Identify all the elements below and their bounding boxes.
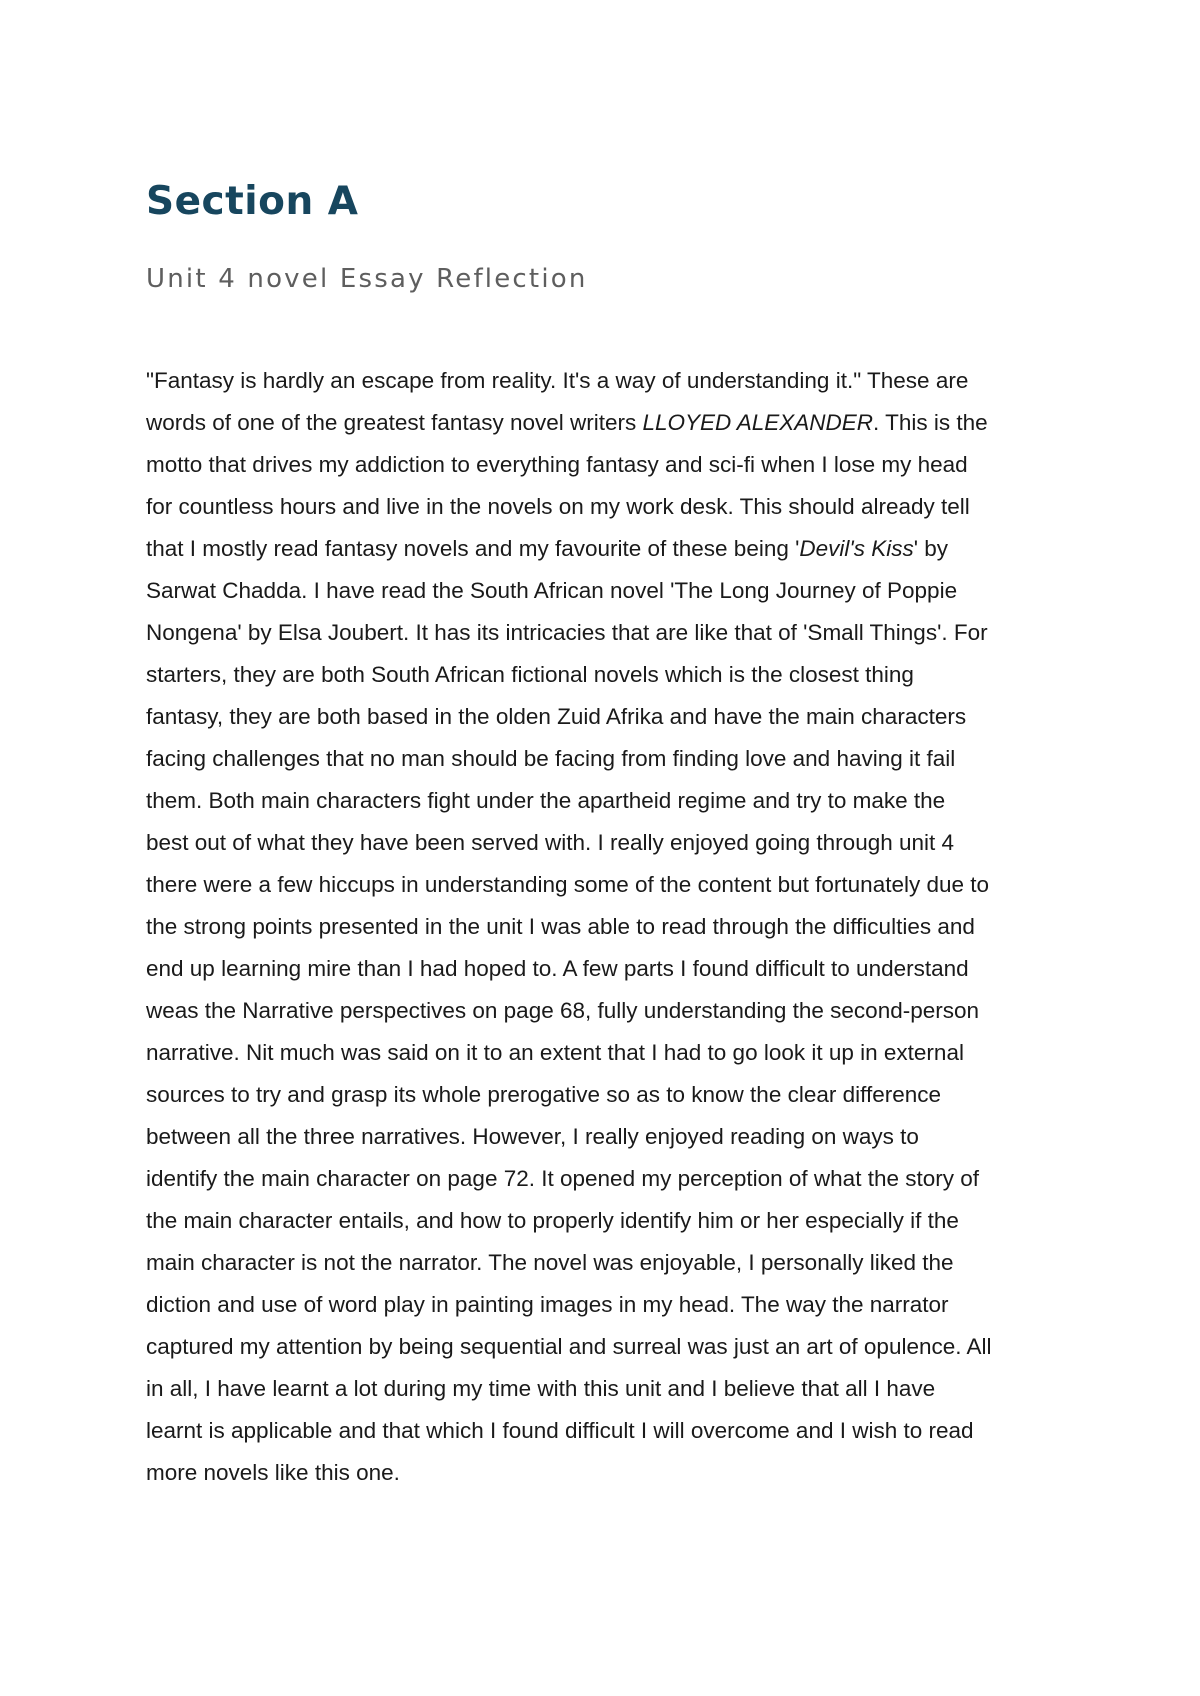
text-segment: Nongena' by Elsa Joubert. It has its intricacies that are like that of 'Small Things'. For (146, 620, 988, 645)
section-title: Section A (146, 179, 359, 224)
essay-paragraph (146, 360, 1086, 1494)
text-line (146, 864, 1086, 906)
text-line (146, 612, 1086, 654)
text-line (146, 1368, 1086, 1410)
text-line (146, 1200, 1086, 1242)
text-line (146, 1326, 1086, 1368)
text-line (146, 1032, 1086, 1074)
text-line (146, 990, 1086, 1032)
text-segment: end up learning mire than I had hoped to. A few parts I found difficult to understand (146, 956, 969, 981)
text-segment: facing challenges that no man should be facing from finding love and having it fail (146, 746, 956, 771)
text-segment: the strong points presented in the unit I was able to read through the difficulties and (146, 914, 975, 939)
text-line (146, 1410, 1086, 1452)
text-line (146, 1074, 1086, 1116)
text-segment: best out of what they have been served with. I really enjoyed going through unit 4 (146, 830, 955, 855)
text-segment: "Fantasy is hardly an escape from reality. It's a way of understanding it." These are (146, 368, 969, 393)
text-line (146, 822, 1086, 864)
text-segment: Sarwat Chadda. I have read the South African novel 'The Long Journey of Poppie (146, 578, 958, 603)
text-segment: . This is the (873, 410, 988, 435)
text-segment: learnt is applicable and that which I found difficult I will overcome and I wish to read (146, 1418, 974, 1443)
text-segment: there were a few hiccups in understanding some of the content but fortunately due to (146, 872, 990, 897)
italic-text: Devil's Kiss (799, 536, 914, 561)
subtitle: Unit 4 novel Essay Reflection (146, 264, 588, 294)
text-line (146, 1158, 1086, 1200)
text-line (146, 402, 1086, 444)
text-segment: words of one of the greatest fantasy novel writers (146, 410, 643, 435)
text-segment: the main character entails, and how to properly identify him or her especially if the (146, 1208, 959, 1233)
text-segment: that I mostly read fantasy novels and my favourite of these being ' (146, 536, 800, 561)
text-segment: captured my attention by being sequential and surreal was just an art of opulence. All (146, 1334, 992, 1359)
text-segment: them. Both main characters fight under the apartheid regime and try to make the (146, 788, 946, 813)
text-line (146, 486, 1086, 528)
text-line (146, 1242, 1086, 1284)
text-line (146, 780, 1086, 822)
text-line (146, 528, 1086, 570)
text-segment: for countless hours and live in the novels on my work desk. This should already tell (146, 494, 970, 519)
text-segment: more novels like this one. (146, 1460, 400, 1485)
text-segment: fantasy, they are both based in the olden Zuid Afrika and have the main characters (146, 704, 967, 729)
text-segment: sources to try and grasp its whole prerogative so as to know the clear difference (146, 1082, 942, 1107)
text-line (146, 1116, 1086, 1158)
text-segment: starters, they are both South African fictional novels which is the closest thing (146, 662, 914, 687)
text-line (146, 1284, 1086, 1326)
text-line (146, 738, 1086, 780)
text-segment: narrative. Nit much was said on it to an extent that I had to go look it up in external (146, 1040, 964, 1065)
text-segment: main character is not the narrator. The novel was enjoyable, I personally liked the (146, 1250, 954, 1275)
text-segment: motto that drives my addiction to everything fantasy and sci-fi when I lose my head (146, 452, 968, 477)
text-line (146, 654, 1086, 696)
text-line (146, 570, 1086, 612)
text-line (146, 1452, 1086, 1494)
text-segment: diction and use of word play in painting images in my head. The way the narrator (146, 1292, 949, 1317)
text-line (146, 696, 1086, 738)
text-segment: identify the main character on page 72. It opened my perception of what the story of (146, 1166, 979, 1191)
text-segment: between all the three narratives. However, I really enjoyed reading on ways to (146, 1124, 919, 1149)
text-segment: weas the Narrative perspectives on page 68, fully understanding the second-person (146, 998, 980, 1023)
text-line (146, 948, 1086, 990)
italic-text: LLOYED ALEXANDER (642, 410, 874, 435)
text-line (146, 444, 1086, 486)
text-line (146, 906, 1086, 948)
text-line (146, 360, 1086, 402)
text-segment: in all, I have learnt a lot during my time with this unit and I believe that all I have (146, 1376, 936, 1401)
text-segment: ' by (913, 536, 949, 561)
